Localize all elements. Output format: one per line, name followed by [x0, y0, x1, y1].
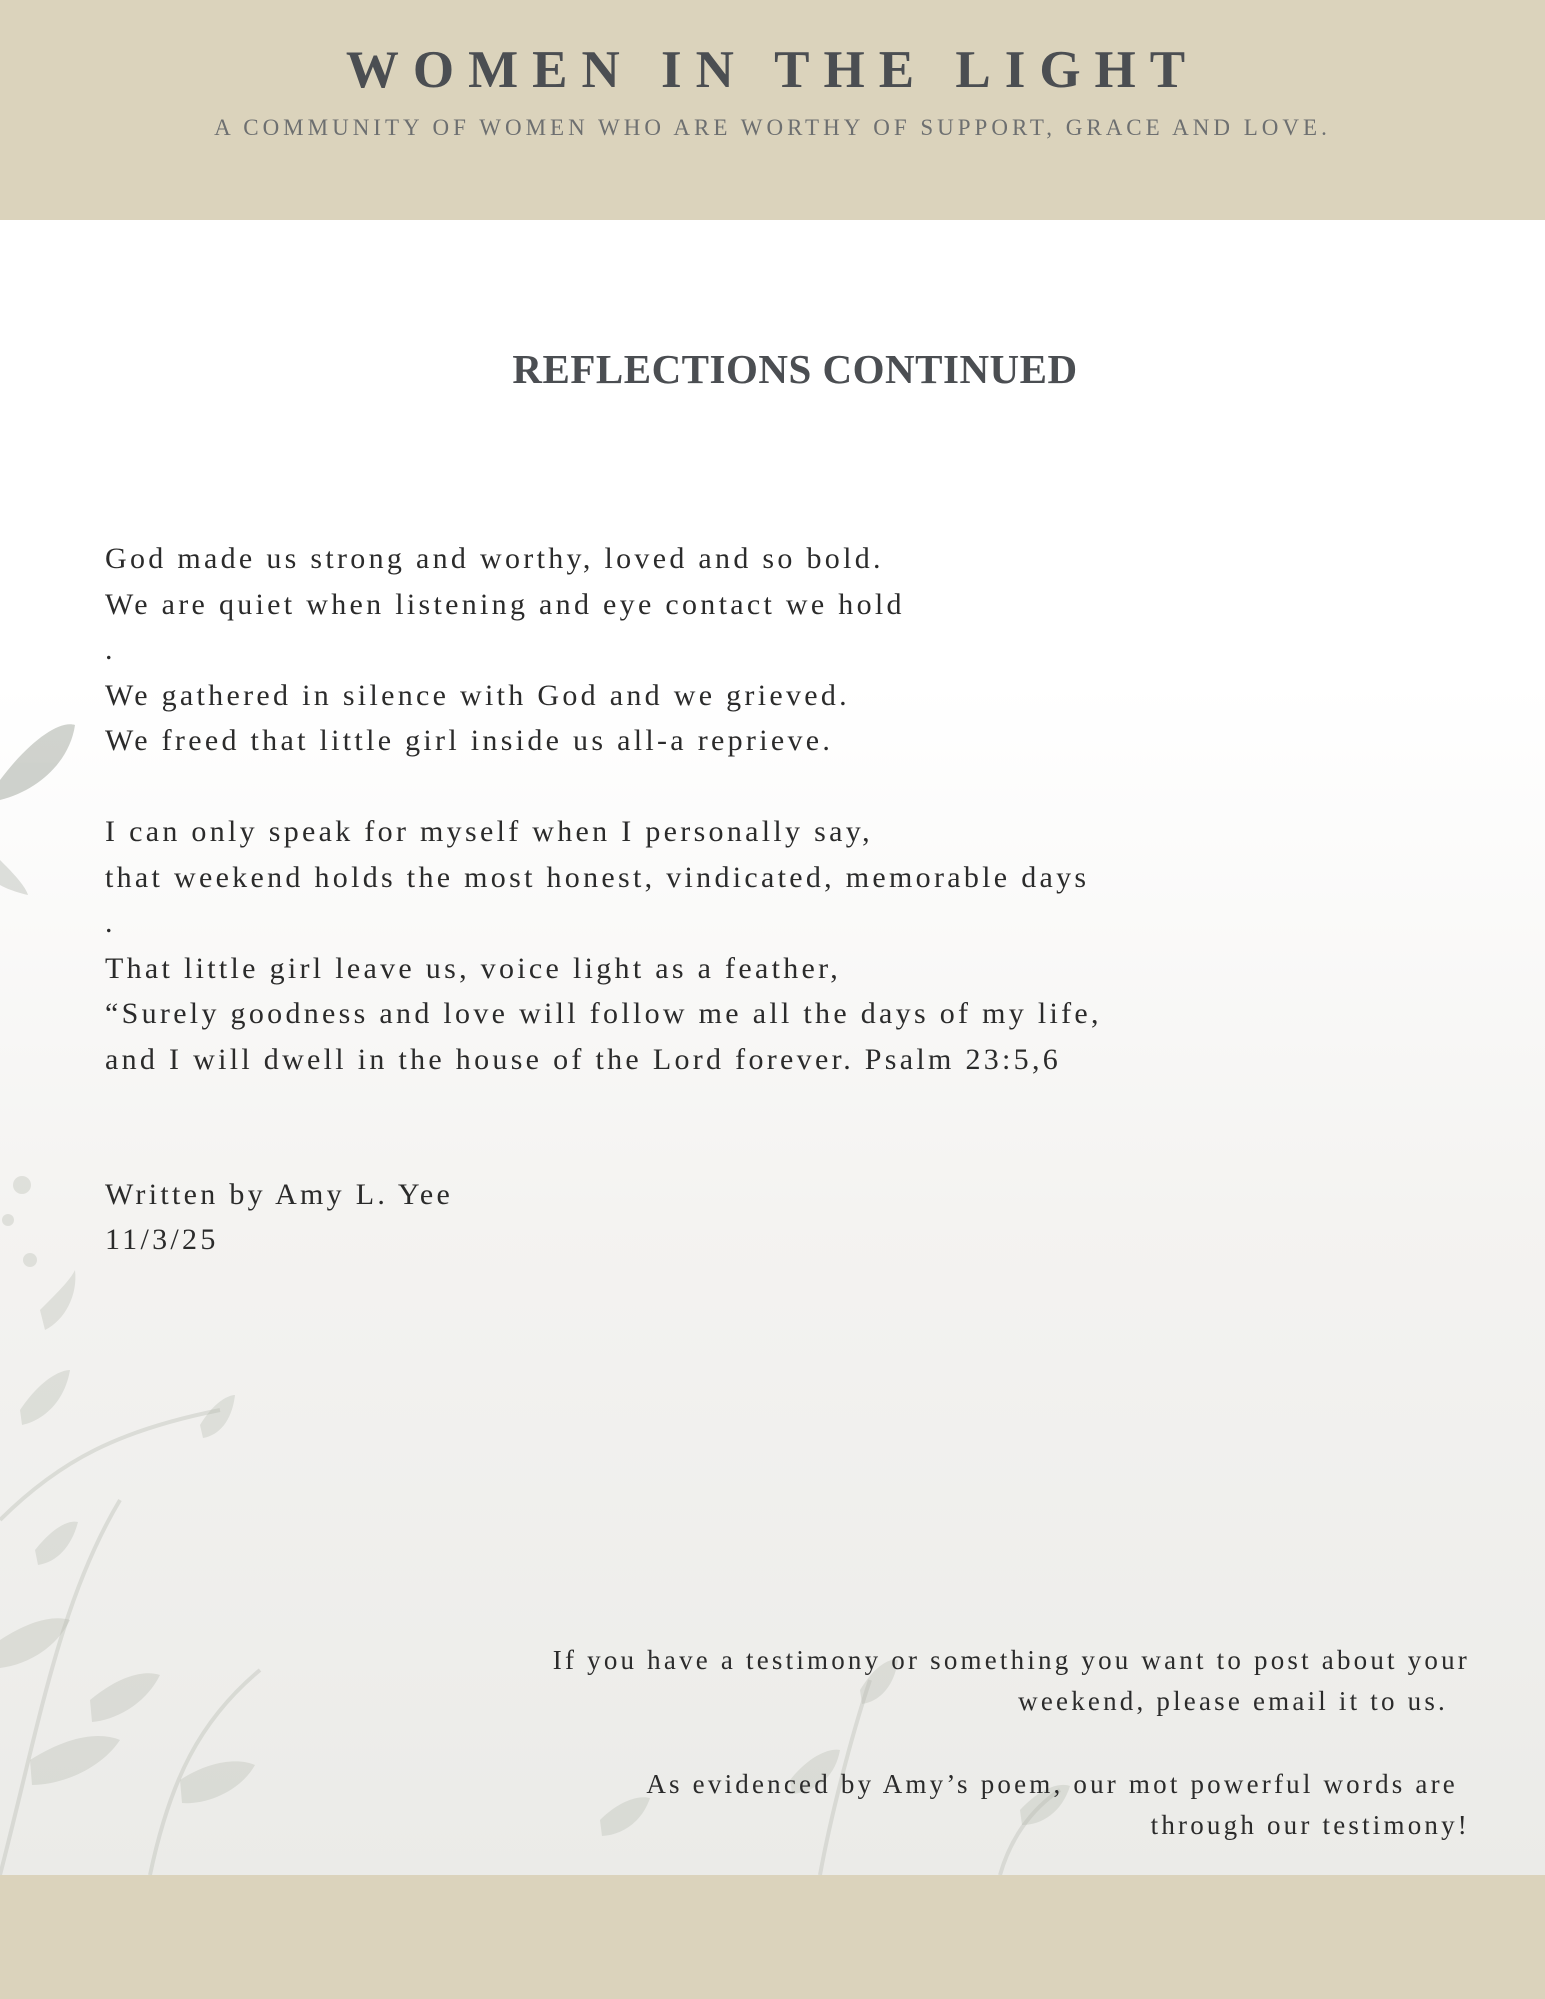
poem-line: “Surely goodness and love will follow me all the days of my life, — [105, 997, 1102, 1030]
poem-line: We gathered in silence with God and we grieved. — [105, 678, 850, 712]
testimony-note — [170, 1640, 1470, 1722]
evidence-line: As evidenced by Amy’s poem, our mot powerful words are — [646, 1769, 1458, 1799]
poem-line: We freed that little girl inside us all-a reprieve. — [105, 724, 834, 757]
poem-line: I can only speak for myself when I personally say, — [105, 815, 873, 848]
footer-band — [0, 1875, 1545, 1999]
evidence-line: through our testimony! — [1150, 1810, 1470, 1840]
poem-date: 11/3/25 — [105, 1223, 219, 1256]
site-subtitle: A COMMUNITY OF WOMEN WHO ARE WORTHY OF SUPPORT, GRACE AND LOVE. — [214, 115, 1331, 140]
byline — [105, 1172, 453, 1262]
poem-line: . — [105, 633, 116, 666]
site-title: WOMEN IN THE LIGHT — [345, 41, 1200, 99]
evidence-note — [170, 1764, 1470, 1846]
poem-line: God made us strong and worthy, loved and so bold. — [105, 542, 884, 575]
section-title: REFLECTIONS CONTINUED — [512, 346, 1078, 392]
poem — [105, 536, 1102, 1082]
poem-line: That little girl leave us, voice light as a feather, — [105, 951, 842, 985]
poem-line: . — [105, 906, 116, 939]
header-band — [0, 0, 1545, 220]
poem-line: that weekend holds the most honest, vindicated, memorable days — [105, 860, 1090, 894]
author-credit: Written by Amy L. Yee — [105, 1178, 454, 1211]
testimony-line: weekend, please email it to us. — [1018, 1686, 1448, 1716]
poem-line — [105, 764, 1102, 810]
poem-line: and I will dwell in the house of the Lord forever. Psalm 23:5,6 — [105, 1042, 1062, 1076]
testimony-line: If you have a testimony or something you want to post about your — [552, 1645, 1470, 1675]
poem-line: We are quiet when listening and eye contact we hold — [105, 587, 905, 621]
